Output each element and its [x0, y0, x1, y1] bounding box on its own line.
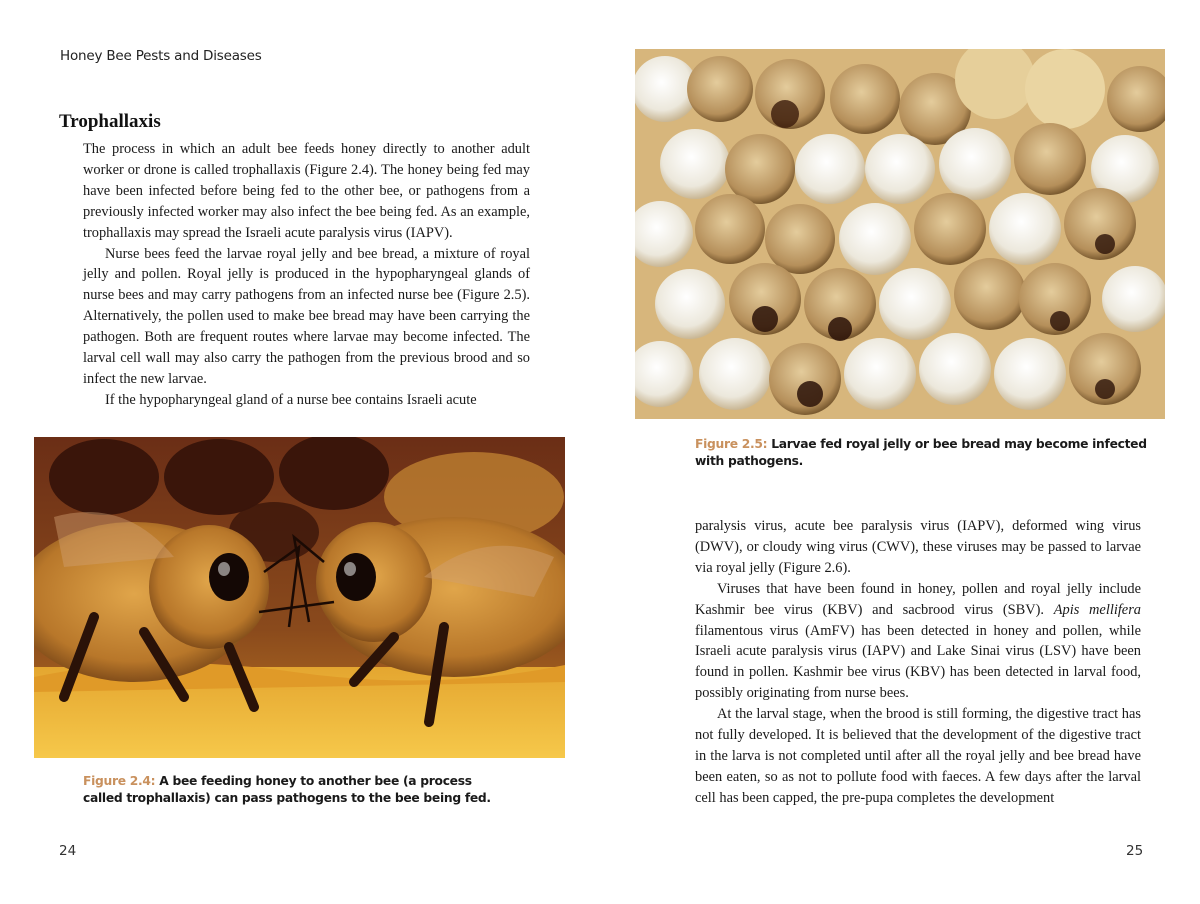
paragraph: At the larval stage, when the brood is still forming, the digestive tract has not fully developed. It is believed that the development of the digestive tract in the larva is not completed until after all the royal jelly and bee bread have been eaten, so as not to pollute food with faeces. A few days after the larval cell has been capped, the pre-pupa completes the development	[695, 706, 1141, 806]
figure-2-4-photo	[34, 437, 565, 758]
bees-trophallaxis-image	[34, 437, 565, 758]
figure-label: Figure 2.5:	[695, 437, 768, 451]
paragraph: Viruses that have been found in honey, pollen and royal jelly include Kashmir bee virus (KBV) and sacbrood virus (SBV). Apis mellifera filamentous virus (AmFV) has been detected in honey and pollen, while Israeli acute paralysis virus (IAPV) and Lake Sinai virus (LSV) have been found in pollen. Kashmir bee virus (KBV) has been detected in larval food, possibly originating from nurse bees.	[695, 580, 1141, 702]
figure-2-4-caption	[83, 773, 503, 807]
figure-2-5-caption	[695, 436, 1155, 470]
running-head: Honey Bee Pests and Diseases	[60, 48, 262, 64]
figure-2-5-photo	[635, 49, 1165, 419]
species-name: Apis mellifera	[1053, 601, 1141, 618]
figure-label: Figure 2.4:	[83, 774, 156, 788]
page-number-right: 25	[1126, 843, 1144, 859]
paragraph: Nurse bees feed the larvae royal jelly and bee bread, a mixture of royal jelly and pollen. Royal jelly is produced in the hypopharyngeal glands of nurse bees and may carry pathogens from an infected nurse bee (Figure 2.5). Alternatively, the pollen used to make bee bread may have been carrying the pathogen. Both are frequent routes where larvae may become infected. The larval cell wall may also carry the pathogen from the previous brood and so infect the new larvae.	[83, 245, 530, 387]
section-title: Trophallaxis	[59, 111, 161, 132]
paragraph: If the hypopharyngeal gland of a nurse bee contains Israeli acute	[105, 391, 477, 408]
honeycomb-larvae-image	[635, 49, 1165, 419]
caption-text: A bee feeding honey to another bee (a process called trophallaxis) can pass pathogens to the bee being fed.	[83, 774, 491, 805]
right-body-text	[695, 516, 1141, 809]
caption-text: Larvae fed royal jelly or bee bread may become infected with pathogens.	[695, 437, 1147, 468]
paragraph: The process in which an adult bee feeds honey directly to another adult worker or drone is called trophallaxis (Figure 2.4). The honey being fed may have been infected before being fed to the other bee, or pathogens from a previously infected worker may also infect the bee being fed. As an example, trophallaxis may spread the Israeli acute paralysis virus (IAPV).	[83, 141, 530, 241]
left-body-text	[83, 139, 530, 411]
page-number-left: 24	[59, 843, 77, 859]
paragraph: paralysis virus, acute bee paralysis virus (IAPV), deformed wing virus (DWV), or cloudy wing virus (CWV), these viruses may be passed to larvae via royal jelly (Figure 2.6).	[695, 518, 1141, 576]
